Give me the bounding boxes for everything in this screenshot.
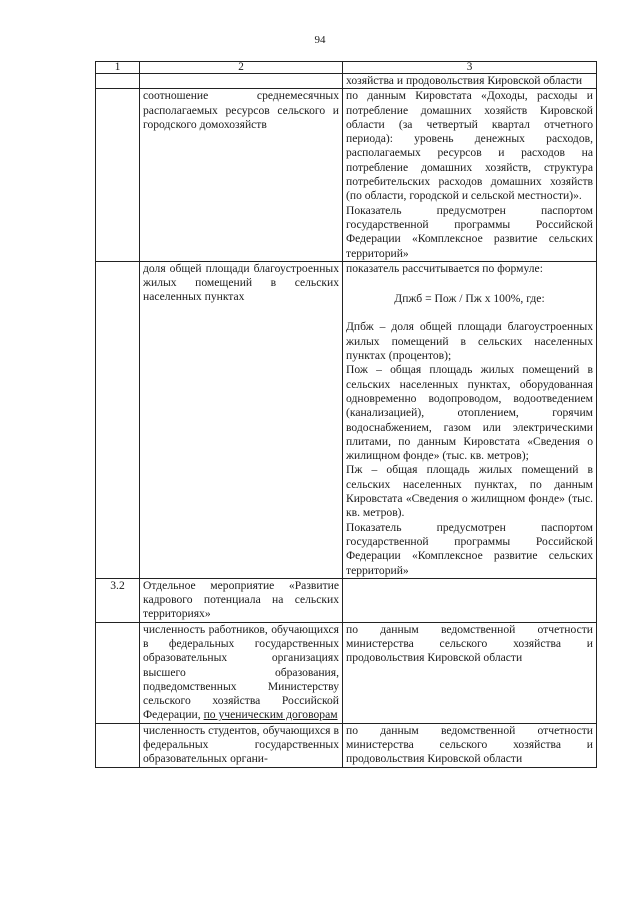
indicator-cell: доля общей площади благоустроенных жилых помещений в сельских населенных пунктах [140,261,343,578]
formula-definition: Пж – общая площадь жилых помещений в сельских населенных пунктах, по данным Кировстата «Сведения о жилищном фонде» (тыс. кв. метров). [346,463,593,520]
table-row [96,89,597,262]
header-col-3: 3 [343,62,597,74]
formula: Дпжб = Пож / Пж х 100%, где: [394,292,545,306]
table-row [96,74,597,89]
source-cell: хозяйства и продовольствия Кировской области [343,74,597,89]
source-cell: по данным ведомственной отчетности министерства сельского хозяйства и продовольствия Кировской области [343,622,597,723]
source-cell [343,261,597,578]
table-row [96,723,597,767]
source-cell [343,89,597,262]
row-number-cell [96,622,140,723]
measure-cell: Отдельное мероприятие «Развитие кадрового потенциала на сельских территориях» [140,578,343,622]
row-number-cell [96,74,140,89]
source-text: по данным Кировстата «Доходы, расходы и потребление домашних хозяйств Кировской области (за четвертый квартал отчетного периода): уровень денежных расходов, располагаемых ресурсов и расходов на потребление домашних хозяйств, структура потребительских расходов домашних хозяйств (по области, городской и сельской местности)». [346,89,593,203]
row-number-cell: 3.2 [96,578,140,622]
row-number-cell [96,261,140,578]
formula-intro: показатель рассчитывается по формуле: [346,261,543,275]
indicator-text: численность работников, обучающихся в федеральных государственных образовательных организациях высшего образования, подведомственных Министерству сельского хозяйства Российской Федерации, [143,622,339,722]
indicator-cell: численность студентов, обучающихся в федеральных государственных образовательных органи- [140,723,343,767]
table-header-row [96,62,597,74]
table-row [96,578,597,622]
program-note: Показатель предусмотрен паспортом государственной программы Российской Федерации «Комплексное развитие сельских территорий» [346,203,593,260]
source-cell: по данным ведомственной отчетности министерства сельского хозяйства и продовольствия Кировской области [343,723,597,767]
indicator-cell [140,622,343,723]
row-number-cell [96,89,140,262]
header-col-2: 2 [140,62,343,74]
row-number-cell [96,723,140,767]
indicators-table [95,61,597,768]
source-cell [343,578,597,622]
table-row [96,261,597,578]
indicator-underlined: по ученическим договорам [203,708,338,722]
indicator-cell: соотношение среднемесячных располагаемых ресурсов сельского и городского домохозяйств [140,89,343,262]
formula-definition: Дпбж – доля общей площади благоустроенных жилых помещений в сельских населенных пунктах (процентов); [346,320,593,363]
page-number: 94 [314,34,326,46]
program-note: Показатель предусмотрен паспортом государственной программы Российской Федерации «Комплексное развитие сельских территорий» [346,520,593,577]
header-col-1: 1 [96,62,140,74]
indicator-cell [140,74,343,89]
table-row [96,622,597,723]
formula-definition: Пож – общая площадь жилых помещений в сельских населенных пунктах, оборудованная одновременно водопроводом, водоотведением (канализацией), отоплением, горячим водоснабжением, газом или электрическими плитами, по данным Кировстата «Сведения о жилищном фонде» (тыс. кв. метров); [346,363,593,463]
